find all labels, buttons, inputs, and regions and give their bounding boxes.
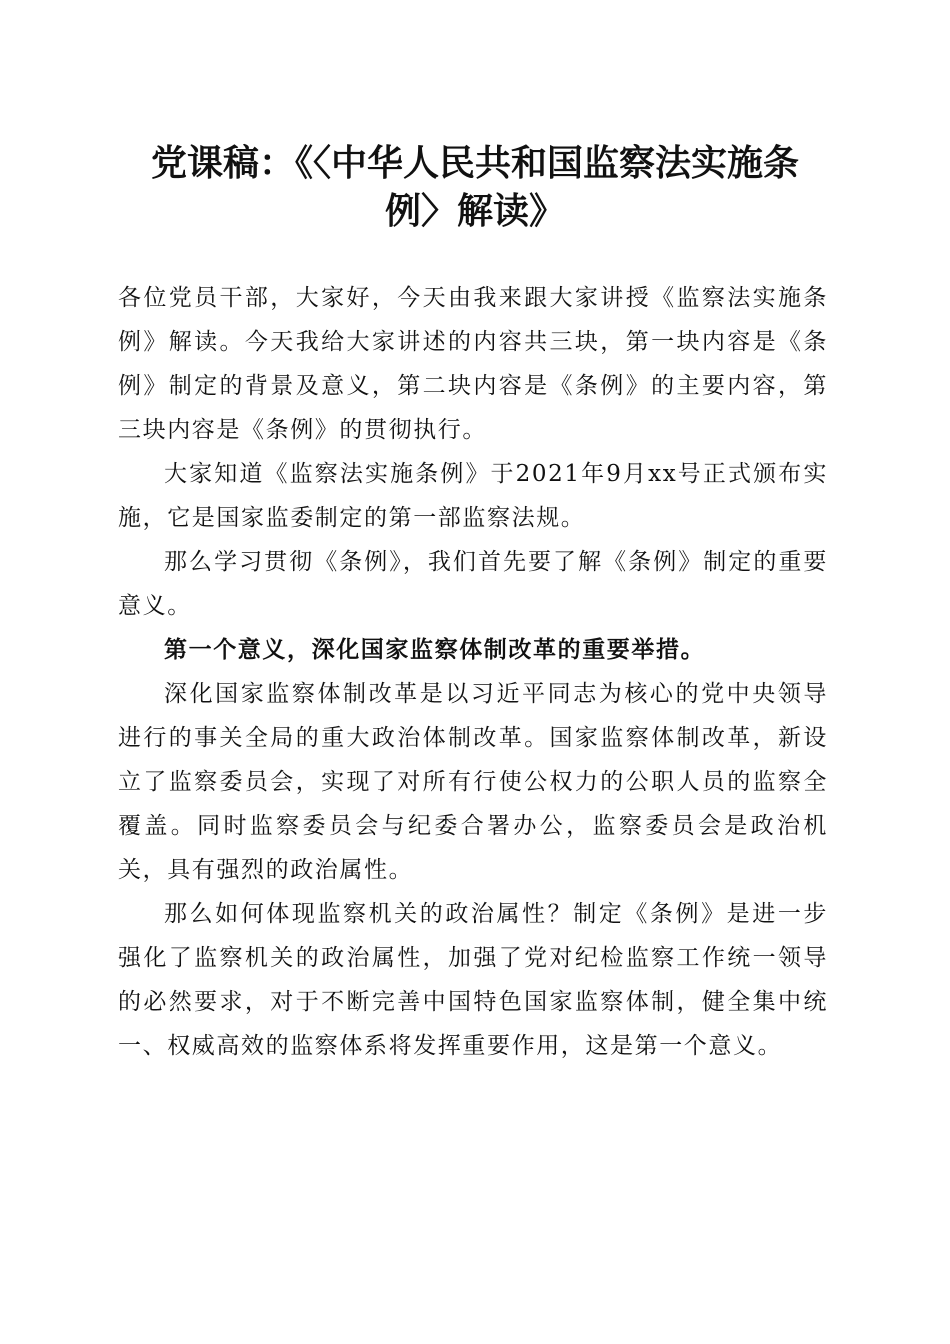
title-line-1: 党课稿：《〈中华人民共和国监察法实施条	[150, 143, 799, 184]
paragraph-political-attribute: 那么如何体现监察机关的政治属性？制定《条例》是进一步强化了监察机关的政治属性，加强了党对纪检监察工作统一领导的必然要求，对于不断完善中国特色国家监察体制，健全集中统一、权威高效的监察体系将发挥重要作用，这是第一个意义。	[118, 901, 828, 1059]
paragraph-reform: 深化国家监察体制改革是以习近平同志为核心的党中央领导进行的事关全局的重大政治体制改革。国家监察体制改革，新设立了监察委员会，实现了对所有行使公权力的公职人员的监察全覆盖。同时监察委员会与纪委合署办公，监察委员会是政治机关，具有强烈的政治属性。	[118, 681, 828, 883]
paragraph-intro: 各位党员干部，大家好，今天由我来跟大家讲授《监察法实施条例》解读。今天我给大家讲述的内容共三块，第一块内容是《条例》制定的背景及意义，第二块内容是《条例》的主要内容，第三块内容是《条例》的贯彻执行。	[118, 285, 828, 443]
section-heading-first-significance: 第一个意义，深化国家监察体制改革的重要举措。	[164, 636, 706, 663]
paragraph-regulation-release: 大家知道《监察法实施条例》于2021年9月xx号正式颁布实施，它是国家监委制定的第一部监察法规。	[118, 461, 828, 531]
title-line-2: 例〉解读》	[384, 191, 565, 232]
paragraph-significance-lead: 那么学习贯彻《条例》，我们首先要了解《条例》制定的重要意义。	[118, 549, 828, 619]
document-title	[110, 140, 840, 236]
document-body	[118, 276, 828, 1068]
